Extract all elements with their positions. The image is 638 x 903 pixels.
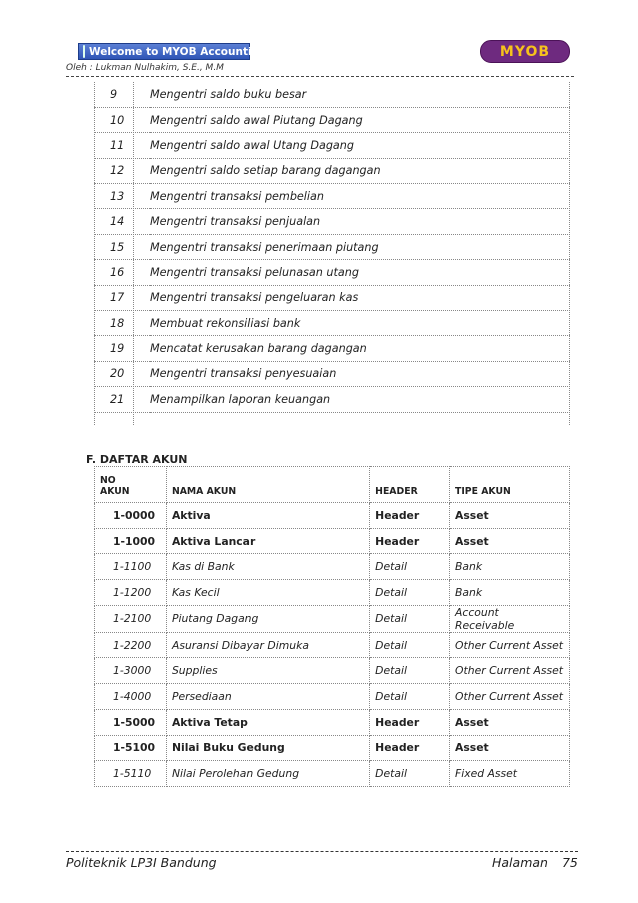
step-number: 9: [94, 82, 150, 107]
accounts-table: [94, 466, 570, 787]
account-row: [95, 503, 570, 529]
account-header-cell: Header: [370, 528, 450, 554]
account-header-cell: Detail: [370, 580, 450, 606]
step-text: Menampilkan laporan keuangan: [150, 387, 570, 412]
welcome-banner: [78, 43, 267, 60]
account-header-cell: Detail: [370, 684, 450, 710]
account-no-cell: 1-5110: [95, 761, 167, 787]
steps-column-divider: [133, 82, 134, 425]
step-row: [94, 184, 570, 209]
step-row: [94, 285, 570, 310]
step-row: [94, 158, 570, 183]
account-header-cell: Header: [370, 503, 450, 529]
account-row: [95, 580, 570, 606]
account-name-cell: Aktiva Lancar: [166, 528, 369, 554]
logo-text: MYOB: [499, 43, 551, 60]
step-row: [94, 107, 570, 132]
account-type-cell: Bank: [450, 580, 570, 606]
steps-table: [94, 82, 570, 413]
page-label: Halaman: [492, 855, 548, 870]
account-name-cell: Nilai Buku Gedung: [166, 735, 369, 761]
account-type-cell: Asset: [450, 735, 570, 761]
account-row: [95, 735, 570, 761]
footer-institution: Politeknik LP3I Bandung: [66, 855, 217, 870]
account-name-cell: Aktiva: [166, 503, 369, 529]
account-type-cell: Bank: [450, 554, 570, 580]
step-number: 21: [94, 387, 150, 412]
account-type-cell: Asset: [450, 503, 570, 529]
account-type-cell: Other Current Asset: [450, 684, 570, 710]
step-number: 20: [94, 361, 150, 386]
page-number: 75: [561, 855, 578, 870]
step-text: Mengentri saldo setiap barang dagangan: [150, 158, 570, 183]
account-name-cell: Nilai Perolehan Gedung: [166, 761, 369, 787]
step-text: Mengentri transaksi pelunasan utang: [150, 260, 570, 285]
account-name-cell: Piutang Dagang: [166, 605, 369, 632]
step-text: Mengentri transaksi penyesuaian: [150, 361, 570, 386]
step-number: 17: [94, 285, 150, 310]
step-row: [94, 82, 570, 107]
step-text: Mengentri transaksi pembelian: [150, 184, 570, 209]
account-name-cell: Asuransi Dibayar Dimuka: [166, 632, 369, 658]
account-row: [95, 761, 570, 787]
step-number: 12: [94, 158, 150, 183]
account-header-cell: Detail: [370, 658, 450, 684]
account-name-cell: Persediaan: [166, 684, 369, 710]
account-type-cell: Asset: [450, 528, 570, 554]
footer-page: [492, 855, 578, 870]
step-number: 15: [94, 234, 150, 259]
step-text: Mengentri transaksi penjualan: [150, 209, 570, 234]
account-name-cell: Supplies: [166, 658, 369, 684]
account-no-cell: 1-5100: [95, 735, 167, 761]
column-header-header: HEADER: [370, 467, 450, 503]
step-row: [94, 133, 570, 158]
account-no-cell: 1-2200: [95, 632, 167, 658]
account-row: [95, 658, 570, 684]
footer-divider: [66, 851, 578, 852]
step-number: 16: [94, 260, 150, 285]
account-row: [95, 632, 570, 658]
accounts-header-row: [95, 467, 570, 503]
step-row: [94, 361, 570, 386]
account-no-cell: 1-1100: [95, 554, 167, 580]
step-number: 10: [94, 107, 150, 132]
account-name-cell: Aktiva Tetap: [166, 709, 369, 735]
account-header-cell: Header: [370, 709, 450, 735]
banner-text: Welcome to MYOB Accounting: [89, 45, 267, 58]
myob-app-icon: [83, 45, 85, 58]
myob-logo: [480, 40, 570, 63]
step-text: Mengentri transaksi penerimaan piutang: [150, 234, 570, 259]
step-text: Mengentri saldo awal Utang Dagang: [150, 133, 570, 158]
step-number: 13: [94, 184, 150, 209]
account-no-cell: 1-0000: [95, 503, 167, 529]
step-row: [94, 387, 570, 412]
step-text: Membuat rekonsiliasi bank: [150, 311, 570, 336]
account-header-cell: Header: [370, 735, 450, 761]
account-header-cell: Detail: [370, 761, 450, 787]
account-type-cell: Fixed Asset: [450, 761, 570, 787]
account-no-cell: 1-4000: [95, 684, 167, 710]
account-header-cell: Detail: [370, 632, 450, 658]
section-title: F. DAFTAR AKUN: [86, 453, 188, 466]
account-no-cell: 1-1200: [95, 580, 167, 606]
account-row: [95, 528, 570, 554]
account-header-cell: Detail: [370, 554, 450, 580]
account-row: [95, 605, 570, 632]
step-text: Mencatat kerusakan barang dagangan: [150, 336, 570, 361]
column-header-type: TIPE AKUN: [450, 467, 570, 503]
author-line: Oleh : Lukman Nulhakim, S.E., M.M: [66, 63, 224, 73]
header-divider: [66, 76, 574, 77]
step-row: [94, 209, 570, 234]
account-row: [95, 554, 570, 580]
column-header-no: NO AKUN: [95, 467, 167, 503]
account-type-cell: Account Receivable: [450, 605, 570, 632]
step-row: [94, 260, 570, 285]
step-row: [94, 336, 570, 361]
step-number: 18: [94, 311, 150, 336]
account-row: [95, 684, 570, 710]
step-row: [94, 311, 570, 336]
step-number: 14: [94, 209, 150, 234]
account-no-cell: 1-3000: [95, 658, 167, 684]
step-text: Mengentri saldo awal Piutang Dagang: [150, 107, 570, 132]
step-row: [94, 234, 570, 259]
account-type-cell: Other Current Asset: [450, 658, 570, 684]
step-text: Mengentri saldo buku besar: [150, 82, 570, 107]
step-text: Mengentri transaksi pengeluaran kas: [150, 285, 570, 310]
step-number: 19: [94, 336, 150, 361]
account-name-cell: Kas di Bank: [166, 554, 369, 580]
account-no-cell: 1-5000: [95, 709, 167, 735]
account-type-cell: Asset: [450, 709, 570, 735]
account-row: [95, 709, 570, 735]
column-header-name: NAMA AKUN: [166, 467, 369, 503]
account-header-cell: Detail: [370, 605, 450, 632]
account-no-cell: 1-2100: [95, 605, 167, 632]
account-no-cell: 1-1000: [95, 528, 167, 554]
account-type-cell: Other Current Asset: [450, 632, 570, 658]
account-name-cell: Kas Kecil: [166, 580, 369, 606]
step-number: 11: [94, 133, 150, 158]
